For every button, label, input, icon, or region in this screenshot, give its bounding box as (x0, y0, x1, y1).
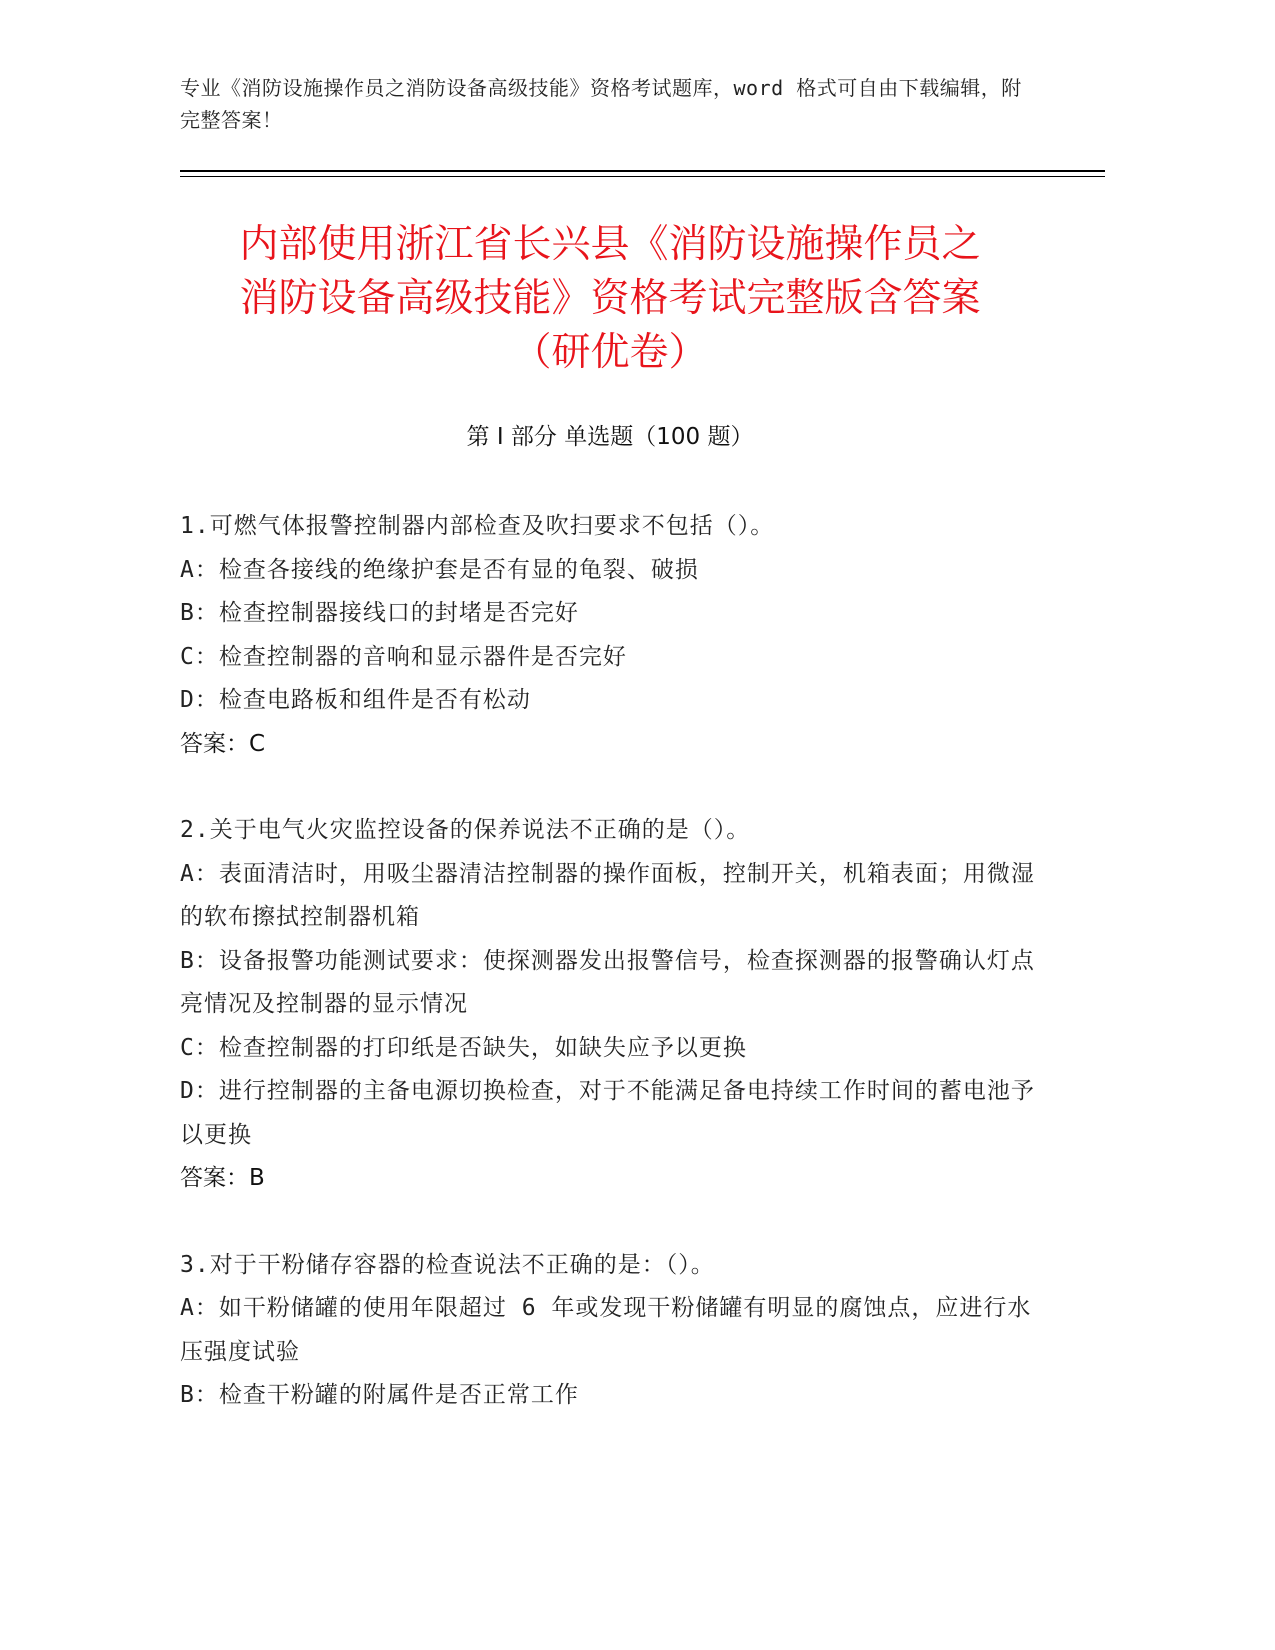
document-title (170, 218, 1050, 380)
question-stem: 1.可燃气体报警控制器内部检查及吹扫要求不包括（）。 (180, 513, 775, 539)
section-title: 第 I 部分 单选题（100 题） (466, 424, 754, 450)
question-stem: 2.关于电气火灾监控设备的保养说法不正确的是（）。 (180, 817, 751, 843)
option-a: A：表面清洁时，用吸尘器清洁控制器的操作面板，控制开关，机箱表面；用微湿的软布擦拭控制器机箱 (180, 860, 1035, 930)
option-a: A：检查各接线的绝缘护套是否有显的龟裂、破损 (180, 556, 699, 583)
option-c: C：检查控制器的音响和显示器件是否完好 (180, 643, 627, 670)
option-d: D：检查电路板和组件是否有松动 (180, 687, 531, 713)
option-b: B：检查控制器接线口的封堵是否完好 (180, 600, 579, 626)
answer: 答案：B (180, 1165, 265, 1191)
option-d: D：进行控制器的主备电源切换检查，对于不能满足备电持续工作时间的蓄电池予以更换 (180, 1078, 1035, 1148)
option-b: B：设备报警功能测试要求：使探测器发出报警信号，检查探测器的报警确认灯点亮情况及控制器的显示情况 (180, 947, 1035, 1017)
option-a: A：如干粉储罐的使用年限超过 6 年或发现干粉储罐有明显的腐蚀点，应进行水压强度试验 (180, 1295, 1032, 1365)
header-rule-thick (180, 170, 1105, 172)
header-rule-thin (180, 176, 1105, 177)
question-2 (180, 809, 1040, 1201)
title-line-1: 内部使用浙江省长兴县《消防设施操作员之 (239, 222, 981, 267)
option-b: B：检查干粉罐的附属件是否正常工作 (180, 1382, 579, 1408)
question-stem: 3.对于干粉储存容器的检查说法不正确的是：（）。 (180, 1251, 715, 1278)
answer: 答案：C (180, 730, 266, 757)
title-line-3: （研优卷） (512, 330, 708, 375)
question-3 (180, 1244, 1040, 1418)
question-1 (180, 505, 1040, 766)
header-note: 专业《消防设施操作员之消防设备高级技能》资格考试题库，word 格式可自由下载编辑，附完整答案！ (180, 76, 1022, 132)
question-list (180, 505, 1040, 1461)
option-c: C：检查控制器的打印纸是否缺失，如缺失应予以更换 (180, 1034, 747, 1061)
title-line-2: 消防设备高级技能》资格考试完整版含答案 (239, 276, 981, 321)
